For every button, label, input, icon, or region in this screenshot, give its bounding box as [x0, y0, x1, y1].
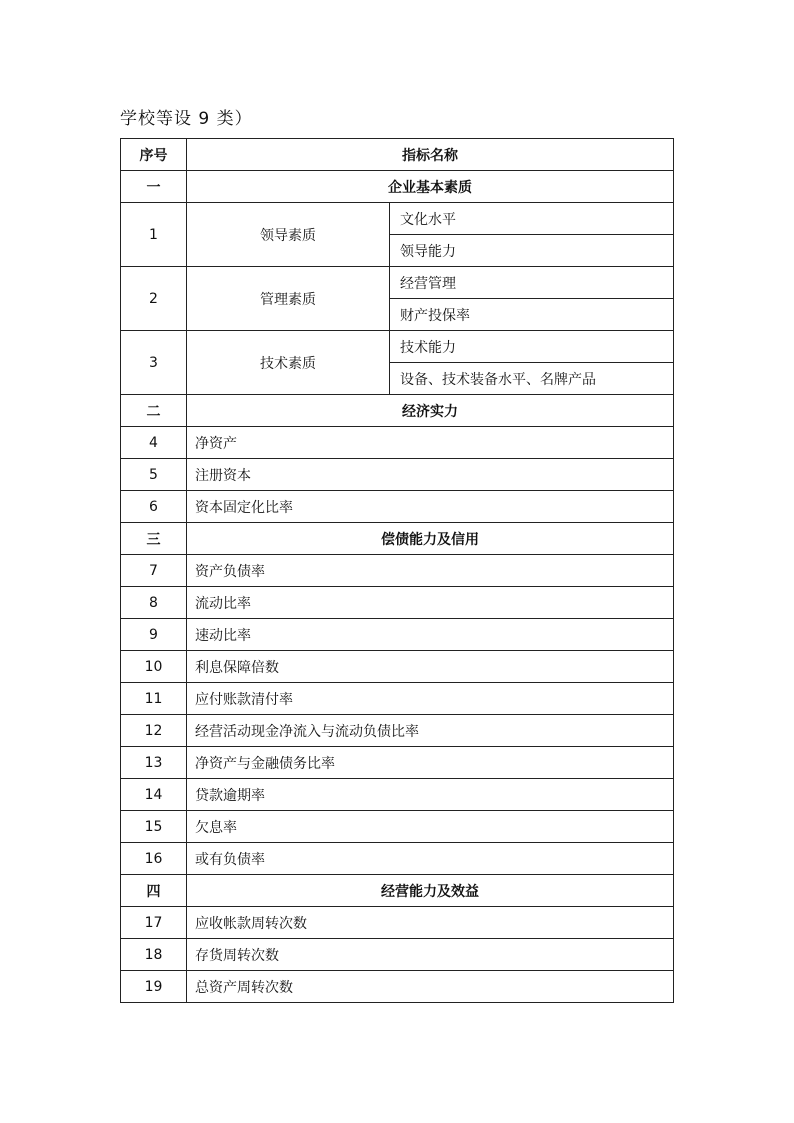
row-num: 17 — [121, 907, 187, 939]
table-row — [121, 587, 674, 619]
table-row — [121, 747, 674, 779]
group-name: 领导素质 — [187, 203, 390, 267]
group-name: 管理素质 — [187, 267, 390, 331]
row-name: 贷款逾期率 — [187, 779, 674, 811]
row-num: 8 — [121, 587, 187, 619]
row-name: 或有负债率 — [187, 843, 674, 875]
section-row — [121, 395, 674, 427]
row-num: 13 — [121, 747, 187, 779]
table-row — [121, 555, 674, 587]
row-name: 应收帐款周转次数 — [187, 907, 674, 939]
section-num: 四 — [121, 875, 187, 907]
table-row — [121, 811, 674, 843]
sub-item: 经营管理 — [390, 267, 674, 299]
table-row — [121, 843, 674, 875]
group-name: 技术素质 — [187, 331, 390, 395]
table-row — [121, 427, 674, 459]
row-name: 利息保障倍数 — [187, 651, 674, 683]
section-row — [121, 523, 674, 555]
row-name: 经营活动现金净流入与流动负债比率 — [187, 715, 674, 747]
row-name: 净资产 — [187, 427, 674, 459]
row-num: 14 — [121, 779, 187, 811]
table-row — [121, 491, 674, 523]
group-num: 1 — [121, 203, 187, 267]
header-num: 序号 — [121, 139, 187, 171]
row-num: 6 — [121, 491, 187, 523]
section-row — [121, 171, 674, 203]
row-name: 净资产与金融债务比率 — [187, 747, 674, 779]
table-row — [121, 651, 674, 683]
row-num: 7 — [121, 555, 187, 587]
row-name: 应付账款清付率 — [187, 683, 674, 715]
section-title: 偿债能力及信用 — [187, 523, 674, 555]
row-num: 19 — [121, 971, 187, 1003]
row-name: 存货周转次数 — [187, 939, 674, 971]
row-name: 总资产周转次数 — [187, 971, 674, 1003]
group-num: 3 — [121, 331, 187, 395]
table-row — [121, 715, 674, 747]
sub-item: 财产投保率 — [390, 299, 674, 331]
section-num: 二 — [121, 395, 187, 427]
row-name: 欠息率 — [187, 811, 674, 843]
row-num: 11 — [121, 683, 187, 715]
table-header-row — [121, 139, 674, 171]
table-row — [121, 779, 674, 811]
table-row — [121, 203, 674, 235]
row-num: 15 — [121, 811, 187, 843]
section-title: 企业基本素质 — [187, 171, 674, 203]
row-num: 12 — [121, 715, 187, 747]
table-row — [121, 459, 674, 491]
sub-item: 设备、技术装备水平、名牌产品 — [390, 363, 674, 395]
row-name: 注册资本 — [187, 459, 674, 491]
table-row — [121, 331, 674, 363]
row-name: 流动比率 — [187, 587, 674, 619]
sub-item: 文化水平 — [390, 203, 674, 235]
table-row — [121, 907, 674, 939]
table-row — [121, 267, 674, 299]
header-name: 指标名称 — [187, 139, 674, 171]
row-name: 速动比率 — [187, 619, 674, 651]
table-row — [121, 971, 674, 1003]
indicator-table — [120, 138, 674, 1003]
row-name: 资产负债率 — [187, 555, 674, 587]
sub-item: 领导能力 — [390, 235, 674, 267]
group-num: 2 — [121, 267, 187, 331]
row-num: 10 — [121, 651, 187, 683]
sub-item: 技术能力 — [390, 331, 674, 363]
row-num: 16 — [121, 843, 187, 875]
section-row — [121, 875, 674, 907]
row-num: 9 — [121, 619, 187, 651]
row-num: 5 — [121, 459, 187, 491]
row-name: 资本固定化比率 — [187, 491, 674, 523]
table-row — [121, 619, 674, 651]
section-num: 一 — [121, 171, 187, 203]
intro-text: 学校等设 9 类） — [120, 109, 253, 129]
row-num: 4 — [121, 427, 187, 459]
section-num: 三 — [121, 523, 187, 555]
row-num: 18 — [121, 939, 187, 971]
table-row — [121, 939, 674, 971]
section-title: 经济实力 — [187, 395, 674, 427]
section-title: 经营能力及效益 — [187, 875, 674, 907]
table-row — [121, 683, 674, 715]
